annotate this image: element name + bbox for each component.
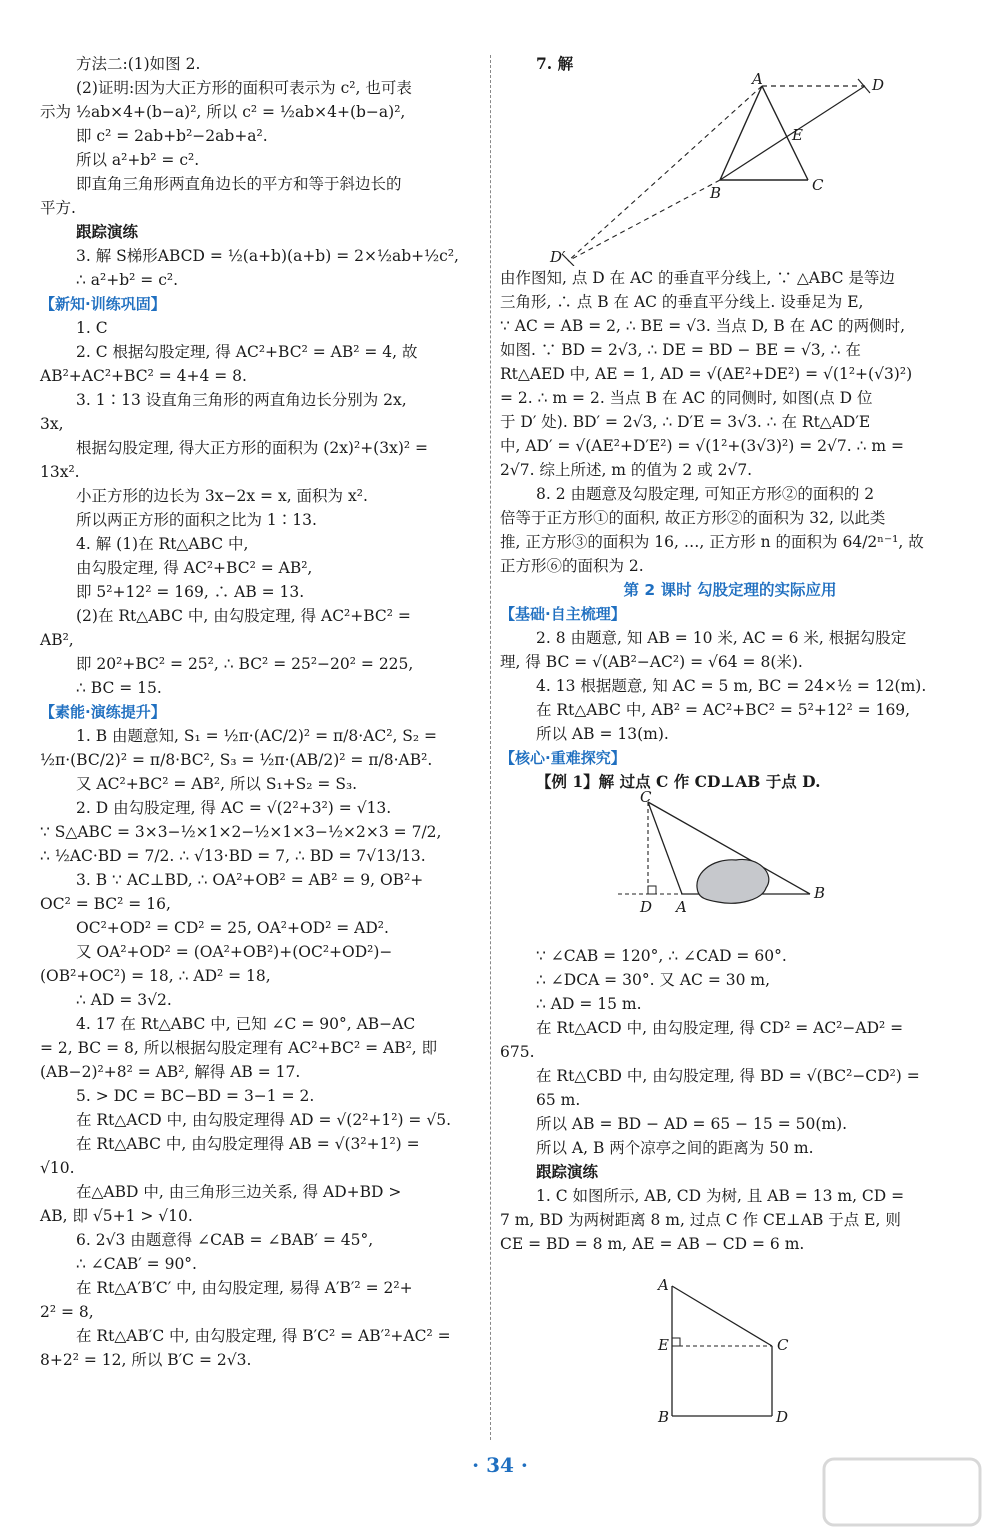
left-text-line: 所以 a²+b² = c². <box>76 151 200 169</box>
right-text-a-line: 第 2 课时 勾股定理的实际应用 <box>623 581 837 599</box>
left-text-line: 根据勾股定理, 得大正方形的面积为 (2x)²+(3x)² = <box>76 439 429 457</box>
right-text-a-line: 在 Rt△ABC 中, AB² = AC²+BC² = 5²+12² = 169, <box>536 701 911 719</box>
left-text-line: 所以两正方形的面积之比为 1∶13. <box>76 511 317 529</box>
left-text-line: AB², <box>40 631 74 649</box>
fig1-label-A: A <box>752 70 763 88</box>
fig2-label-D: D <box>640 898 653 916</box>
left-text-line: 即直角三角形两直角边长的平方和等于斜边长的 <box>76 175 402 193</box>
right-text-b-line: 跟踪演练 <box>536 1162 599 1181</box>
left-text-line: 【素能·演练提升】 <box>40 703 166 721</box>
fig3-label-D: D <box>776 1408 789 1426</box>
left-text-line: 2. D 由勾股定理, 得 AC = √(2²+3²) = √13. <box>76 799 392 817</box>
left-text-line: 又 AC²+BC² = AB², 所以 S₁+S₂ = S₃. <box>76 775 358 793</box>
figure-triangle-perpendicular-bisector <box>500 70 960 266</box>
right-text-a-line: Rt△AED 中, AE = 1, AD = √(AE²+DE²) = √(1²+(√3)²) <box>500 365 913 383</box>
left-text-line: ½π·(BC/2)² = π/8·BC², S₃ = ½π·(AB/2)² = π/8·AB². <box>40 751 433 769</box>
left-text-line: 示为 ½ab×4+(b−a)², 所以 c² = ½ab×4+(b−a)², <box>40 103 406 121</box>
left-text-line: 在 Rt△ACD 中, 由勾股定理得 AD = √(2²+1²) = √5. <box>76 1111 452 1129</box>
left-text-line: 13x². <box>40 463 80 481</box>
left-text-line: 小正方形的边长为 3x−2x = x, 面积为 x². <box>76 487 368 505</box>
left-text-line: = 2, BC = 8, 所以根据勾股定理有 AC²+BC² = AB², 即 <box>40 1039 438 1057</box>
left-text-line: ∴ ∠CAB′ = 90°. <box>76 1255 197 1273</box>
left-text-line: (OB²+OC²) = 18, ∴ AD² = 18, <box>40 967 271 985</box>
right-text-a-line: 中, AD′ = √(AE²+D′E²) = √(1²+(3√3)²) = 2√7. ∴ m = <box>500 437 904 455</box>
left-text-line: 3. 1∶13 设直角三角形的两直角边长分别为 2x, <box>76 391 407 409</box>
left-text-line: AB, 即 √5+1 > √10. <box>40 1207 193 1225</box>
right-text-b-line: 所以 A, B 两个凉亭之间的距离为 50 m. <box>536 1139 814 1157</box>
left-text-line: 由勾股定理, 得 AC²+BC² = AB², <box>76 559 313 577</box>
left-text-line: 3x, <box>40 415 64 433</box>
fig3-label-E: E <box>658 1336 669 1354</box>
left-text-line: 5. > DC = BC−BD = 3−1 = 2. <box>76 1087 315 1105</box>
left-text-line: ∴ BC = 15. <box>76 679 162 697</box>
figure-pavilions-lake <box>500 788 960 944</box>
right-text-b-line: 所以 AB = BD − AD = 65 − 15 = 50(m). <box>536 1115 848 1133</box>
right-text-a-line: ∵ AC = AB = 2, ∴ BE = √3. 当点 D, B 在 AC 的两侧时, <box>500 317 906 335</box>
left-text-line: 即 c² = 2ab+b²−2ab+a². <box>76 127 268 145</box>
right-text-b-line: 675. <box>500 1043 535 1061</box>
left-text-line: (2)证明:因为大正方形的面积可表示为 c², 也可表 <box>76 79 412 97</box>
column-divider <box>490 55 491 1440</box>
fig3-label-A: A <box>658 1276 669 1294</box>
left-text-line: 在 Rt△AB′C 中, 由勾股定理, 得 B′C² = AB′²+AC² = <box>76 1327 451 1345</box>
fig1-label-B: B <box>710 184 722 202</box>
left-text-line: 又 OA²+OD² = (OA²+OB²)+(OC²+OD²)− <box>76 943 393 961</box>
right-text-a-line: 8. 2 由题意及勾股定理, 可知正方形②的面积的 2 <box>536 485 875 503</box>
right-text-a-line: 2. 8 由题意, 知 AB = 10 米, AC = 6 米, 根据勾股定 <box>536 629 907 647</box>
answer-7-label: 7. 解 <box>536 54 574 73</box>
left-text-line: OC² = BC² = 16, <box>40 895 171 913</box>
fig2-label-A: A <box>676 898 687 916</box>
left-text-line: ∴ a²+b² = c². <box>76 271 179 289</box>
right-text-b-line: 1. C 如图所示, AB, CD 为树, 且 AB = 13 m, CD = <box>536 1187 905 1205</box>
left-text-line: 4. 17 在 Rt△ABC 中, 已知 ∠C = 90°, AB−AC <box>76 1015 416 1033</box>
left-text-line: √10. <box>40 1159 75 1177</box>
left-text-line: ∴ ½AC·BD = 7/2. ∴ √13·BD = 7, ∴ BD = 7√13/13. <box>40 847 426 865</box>
right-text-b-line: 在 Rt△CBD 中, 由勾股定理, 得 BD = √(BC²−CD²) = <box>536 1067 920 1085</box>
left-text-line: 2² = 8, <box>40 1303 94 1321</box>
left-text-line: 即 20²+BC² = 25², ∴ BC² = 25²−20² = 225, <box>76 655 414 673</box>
right-text-b-line: 65 m. <box>536 1091 581 1109</box>
fig1-label-D: D <box>872 76 885 94</box>
left-text-line: 6. 2√3 由题意得 ∠CAB = ∠BAB′ = 45°, <box>76 1231 374 1249</box>
left-text-line: (AB−2)²+8² = AB², 解得 AB = 17. <box>40 1063 301 1081</box>
figure-two-trees <box>500 1276 960 1426</box>
fig2-label-C: C <box>640 788 652 806</box>
left-column <box>40 52 480 1372</box>
right-text-a-line: 理, 得 BC = √(AB²−AC²) = √64 = 8(米). <box>500 653 803 671</box>
left-text-line: 3. 解 S梯形ABCD = ½(a+b)(a+b) = 2×½ab+½c², <box>76 247 459 265</box>
left-text-line: 即 5²+12² = 169, ∴ AB = 13. <box>76 583 305 601</box>
right-column <box>500 52 960 1426</box>
watermark-logo <box>822 1457 982 1527</box>
fig1-label-D-prime: D′ <box>550 248 566 266</box>
fig3-label-C: C <box>777 1336 789 1354</box>
right-text-b-line: 在 Rt△ACD 中, 由勾股定理, 得 CD² = AC²−AD² = <box>536 1019 904 1037</box>
right-text-a-line: 2√7. 综上所述, m 的值为 2 或 2√7. <box>500 461 753 479</box>
right-text-b <box>500 944 960 1256</box>
left-text-line: (2)在 Rt△ABC 中, 由勾股定理, 得 AC²+BC² = <box>76 607 411 625</box>
right-text-b-line: ∴ AD = 15 m. <box>536 995 642 1013</box>
left-text-line: 在△ABD 中, 由三角形三边关系, 得 AD+BD > <box>76 1183 402 1201</box>
right-text-a-line: 推, 正方形③的面积为 16, …, 正方形 n 的面积为 64/2ⁿ⁻¹, 故 <box>500 533 924 551</box>
left-text-line: AB²+AC²+BC² = 4+4 = 8. <box>40 367 247 385</box>
right-text-a-line: 4. 13 根据题意, 知 AC = 5 m, BC = 24×½ = 12(m). <box>536 677 927 695</box>
right-text-b-line: ∴ ∠DCA = 30°. 又 AC = 30 m, <box>536 971 771 989</box>
right-text-a-line: 正方形⑥的面积为 2. <box>500 557 644 575</box>
right-text-a-line: 如图. ∵ BD = 2√3, ∴ DE = BD − BE = √3, ∴ 在 <box>500 341 861 359</box>
right-text-a-line: 【基础·自主梳理】 <box>500 605 626 623</box>
right-text-a-line: 【例 1】解 过点 C 作 CD⊥AB 于点 D. <box>536 772 821 791</box>
left-text-line: 在 Rt△A′B′C′ 中, 由勾股定理, 易得 A′B′² = 2²+ <box>76 1279 413 1297</box>
left-text-line: 4. 解 (1)在 Rt△ABC 中, <box>76 535 249 553</box>
right-text-a-line: 由作图知, 点 D 在 AC 的垂直平分线上, ∵ △ABC 是等边 <box>500 269 895 287</box>
right-text-a-line: 于 D′ 处). BD′ = 2√3, ∴ D′E = 3√3. ∴ 在 Rt△AD′E <box>500 413 871 431</box>
left-text-line: OC²+OD² = CD² = 25, OA²+OD² = AD². <box>76 919 389 937</box>
right-text-a-line: = 2. ∴ m = 2. 当点 B 在 AC 的同侧时, 如图(点 D 位 <box>500 389 873 407</box>
left-text-line: ∴ AD = 3√2. <box>76 991 172 1009</box>
left-text-line: 在 Rt△ABC 中, 由勾股定理得 AB = √(3²+1²) = <box>76 1135 420 1153</box>
left-text-line: 跟踪演练 <box>76 222 139 241</box>
right-text-a-line: 倍等于正方形①的面积, 故正方形②的面积为 32, 以此类 <box>500 509 886 527</box>
right-text-a-line: 所以 AB = 13(m). <box>536 725 669 743</box>
left-text-line: 方法二:(1)如图 2. <box>76 55 201 73</box>
fig1-label-C: C <box>812 176 824 194</box>
left-text-line: 平方. <box>40 199 76 217</box>
right-text-a-line: 【核心·重难探究】 <box>500 749 626 767</box>
right-text-a <box>500 266 960 794</box>
left-text-line: 【新知·训练巩固】 <box>40 295 166 313</box>
right-text-b-line: ∵ ∠CAB = 120°, ∴ ∠CAD = 60°. <box>536 947 787 965</box>
right-text-a-line: 三角形, ∴ 点 B 在 AC 的垂直平分线上. 设垂足为 E, <box>500 293 864 311</box>
fig2-label-B: B <box>814 884 826 902</box>
left-text-line: 3. B ∵ AC⊥BD, ∴ OA²+OB² = AB² = 9, OB²+ <box>76 871 424 889</box>
right-text-b-line: CE = BD = 8 m, AE = AB − CD = 6 m. <box>500 1235 805 1253</box>
left-text-line: 1. C <box>76 319 108 337</box>
left-text-line: 1. B 由题意知, S₁ = ½π·(AC/2)² = π/8·AC², S₂ = <box>76 727 438 745</box>
left-text-line: 8+2² = 12, 所以 B′C = 2√3. <box>40 1351 252 1369</box>
fig3-label-B: B <box>658 1408 670 1426</box>
fig1-label-E: E <box>792 126 803 144</box>
right-text-b-line: 7 m, BD 为两树距离 8 m, 过点 C 作 CE⊥AB 于点 E, 则 <box>500 1211 901 1229</box>
left-text-line: 2. C 根据勾股定理, 得 AC²+BC² = AB² = 4, 故 <box>76 343 418 361</box>
page-number: · 34 · <box>472 1453 528 1477</box>
left-text-line: ∵ S△ABC = 3×3−½×1×2−½×1×3−½×2×3 = 7/2, <box>40 823 442 841</box>
